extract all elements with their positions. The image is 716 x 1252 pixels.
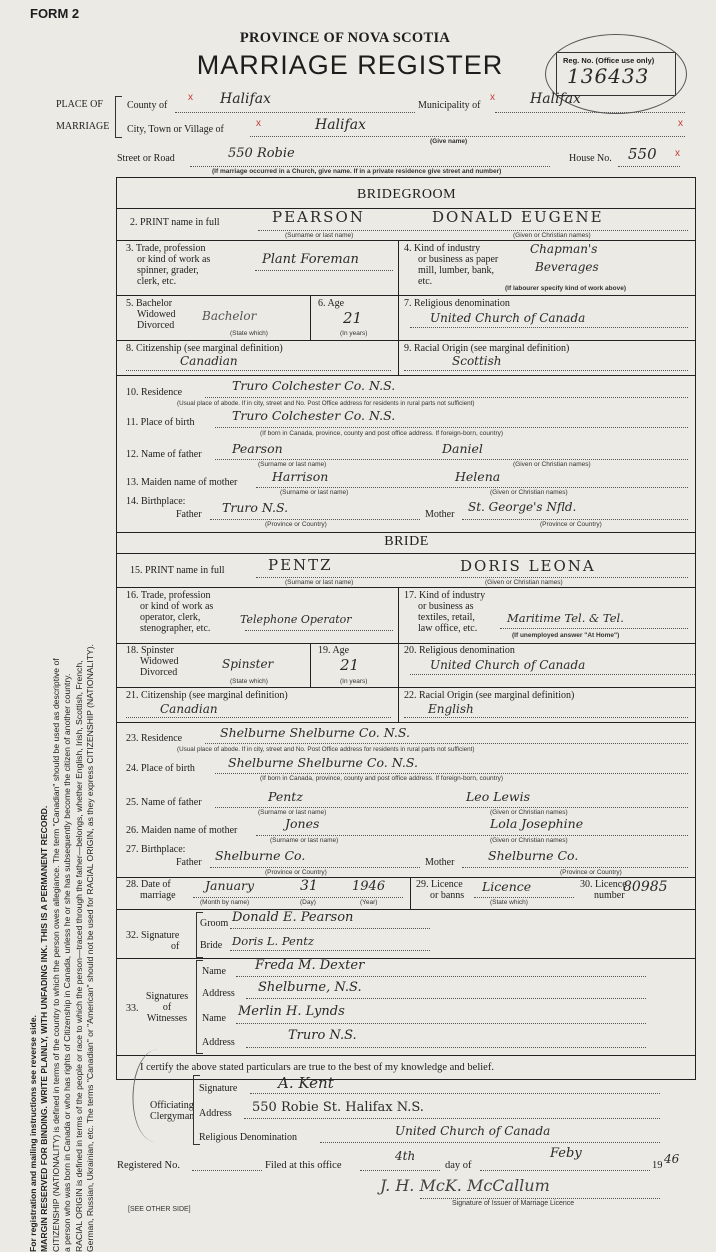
bride-religion-label: 20. Religious denomination bbox=[404, 645, 515, 656]
bride-religion: United Church of Canada bbox=[430, 658, 586, 672]
bride-trade: Telephone Operator bbox=[240, 613, 352, 626]
name-label: Name bbox=[202, 1013, 226, 1024]
groom-father-given: Daniel bbox=[442, 441, 483, 456]
bride-father-birthplace: Shelburne Co. bbox=[215, 848, 306, 863]
filed-day: 4th bbox=[395, 1149, 416, 1163]
house-label: House No. bbox=[569, 153, 612, 164]
clergy-address-label: Address bbox=[199, 1108, 232, 1119]
groom-mother-given: Helena bbox=[455, 469, 501, 484]
groom-religion-label: 7. Religious denomination bbox=[404, 298, 510, 309]
groom-mother-birthplace: St. George's Nfld. bbox=[468, 500, 577, 514]
father-label: Father bbox=[176, 509, 202, 520]
bride-mother-label: 26. Maiden name of mother bbox=[126, 825, 238, 836]
reg-no-label: Reg. No. (Office use only) bbox=[563, 56, 655, 65]
caption-province: (Province or Country) bbox=[540, 521, 602, 528]
caption-year: (Year) bbox=[360, 899, 378, 906]
groom-status-label: 5. Bachelor Widowed Divorced bbox=[126, 298, 176, 331]
marriage-day: 31 bbox=[300, 878, 318, 894]
groom-father-surname: Pearson bbox=[232, 441, 283, 456]
in-years-caption: (In years) bbox=[340, 330, 368, 337]
issuer-signature: J. H. McK. McCallum bbox=[380, 1176, 550, 1195]
bride-age: 21 bbox=[340, 656, 360, 674]
caption-province: (Province or Country) bbox=[265, 869, 327, 876]
city-label: City, Town or Village of bbox=[127, 124, 224, 135]
witness-number: 33. bbox=[126, 1003, 139, 1014]
address-label: Address bbox=[202, 1037, 235, 1048]
place-brace bbox=[115, 96, 122, 138]
street-note: (If marriage occurred in a Church, give name. If in a private residence give street and number) bbox=[212, 168, 502, 175]
margin-line: For registration and mailing instructions see reverse side. bbox=[27, 1015, 38, 1252]
caption-given: (Given or Christian names) bbox=[490, 837, 568, 844]
groom-birthplace-label: 11. Place of birth bbox=[126, 417, 195, 428]
marriage-year: 1946 bbox=[352, 879, 386, 894]
groom-industry-2: Beverages bbox=[535, 260, 599, 274]
bride-surname: PENTZ bbox=[268, 556, 333, 574]
bride-birthplaces-label: 27. Birthplace: bbox=[126, 844, 186, 855]
street-label: Street or Road bbox=[117, 153, 175, 164]
bride-status: Spinster bbox=[222, 657, 274, 671]
form-number: FORM 2 bbox=[30, 6, 80, 21]
caption-province: (Province or Country) bbox=[560, 869, 622, 876]
witness1-name: Freda M. Dexter bbox=[255, 958, 365, 973]
reg-no-value: 136433 bbox=[567, 64, 650, 88]
house-value: 550 bbox=[628, 145, 657, 163]
groom-mother-label: 13. Maiden name of mother bbox=[126, 477, 238, 488]
clergy-signature-label: Signature bbox=[199, 1083, 238, 1094]
father-label: Father bbox=[176, 857, 202, 868]
groom-industry-1: Chapman's bbox=[530, 242, 598, 256]
bride-industry-note: (If unemployed answer "At Home") bbox=[512, 632, 620, 639]
bride-mother-given: Lola Josephine bbox=[490, 816, 584, 831]
page-title: MARRIAGE REGISTER bbox=[196, 50, 504, 80]
caption-given: (Given or Christian names) bbox=[513, 461, 591, 468]
groom-given: DONALD EUGENE bbox=[432, 208, 604, 226]
groom-father-birthplace: Truro N.S. bbox=[222, 500, 289, 515]
address-label: Address bbox=[202, 988, 235, 999]
licence-number: 80985 bbox=[623, 879, 668, 895]
caption-given: (Given or Christian names) bbox=[490, 809, 568, 816]
give-name-caption: (Give name) bbox=[430, 138, 468, 145]
bride-father-given: Leo Lewis bbox=[466, 789, 531, 804]
check-mark: x bbox=[188, 92, 193, 103]
licence-banns-label: 29. Licence or banns bbox=[416, 879, 465, 901]
bride-racial: English bbox=[428, 702, 474, 716]
margin-line: a person who was born in Canada or who has rights of Citizenship in Canada, unless he or she has subsequently become the citizen of another country. bbox=[62, 673, 72, 1252]
clergy-denomination: United Church of Canada bbox=[395, 1124, 551, 1138]
bridegroom-heading: BRIDEGROOM bbox=[356, 187, 457, 202]
groom-age-label: 6. Age bbox=[318, 298, 345, 309]
bride-birthplace-label: 24. Place of birth bbox=[126, 763, 195, 774]
margin-line: CITIZENSHIP (NATIONALITY) is defined in terms of the country to which the person owes allegiance. The term "Canadian" should be used as descriptive of bbox=[50, 658, 61, 1252]
state-which-caption: (State which) bbox=[490, 899, 528, 906]
margin-line: MARGIN RESERVED FOR BINDING. WRITE PLAINLY, WITH UNFADING INK. THIS IS A PERMANENT RECORD. bbox=[39, 805, 50, 1252]
margin-line: German, Russian, Ukrainian, etc. The terms "Canadian" or "American" should not be used for RACIAL ORIGIN, as they express CITIZENSHIP (NATIONALITY). bbox=[84, 644, 95, 1252]
street-value: 550 Robie bbox=[228, 146, 295, 161]
bride-sign-label: Bride bbox=[200, 940, 223, 951]
caption-given: (Given or Christian names) bbox=[485, 579, 563, 586]
residence-note: (Usual place of abode. If in city, street and No. Post Office address for residents in rural parts not sufficient) bbox=[177, 400, 475, 407]
in-years-caption: (In years) bbox=[340, 678, 368, 685]
marriage-date-label: 28. Date of marriage bbox=[126, 879, 176, 901]
groom-racial-label: 9. Racial Origin (see marginal definition) bbox=[404, 343, 570, 354]
groom-age: 21 bbox=[343, 309, 363, 327]
registered-label: Registered No. bbox=[117, 1160, 180, 1171]
caption-surname: (Surname or last name) bbox=[258, 461, 327, 468]
bride-father-surname: Pentz bbox=[268, 789, 303, 804]
certification-text: I certify the above stated particulars are true to the best of my knowledge and belief. bbox=[140, 1062, 494, 1073]
groom-name-label: 2. PRINT name in full bbox=[130, 217, 220, 228]
municipality-value: Halifax bbox=[530, 91, 581, 107]
province-title: PROVINCE OF NOVA SCOTIA bbox=[239, 30, 451, 46]
birthplace-note: (If born in Canada, province, county and post office address. If foreign-born, country) bbox=[260, 430, 504, 437]
marriage-month: January bbox=[205, 878, 255, 893]
county-label: County of bbox=[127, 100, 168, 111]
clergy-signature: A. Kent bbox=[278, 1074, 334, 1092]
state-which-caption: (State which) bbox=[230, 678, 268, 685]
clergy-denomination-label: Religious Denomination bbox=[199, 1132, 298, 1143]
groom-birthplaces-label: 14. Birthplace: bbox=[126, 496, 186, 507]
filed-month: Feby bbox=[550, 1146, 582, 1161]
bride-residence: Shelburne Shelburne Co. N.S. bbox=[220, 725, 410, 740]
city-value: Halifax bbox=[315, 117, 366, 133]
municipality-label: Municipality of bbox=[418, 100, 481, 111]
bride-given: DORIS LEONA bbox=[460, 557, 596, 575]
bride-signature: Doris L. Pentz bbox=[232, 934, 314, 948]
caption-given: (Given or Christian names) bbox=[513, 232, 591, 239]
groom-trade-label: 3. Trade, profession or kind of work as spinner, grader, clerk, etc. bbox=[126, 243, 211, 287]
bride-status-label: 18. Spinster Widowed Divorced bbox=[126, 645, 179, 678]
filed-year: 46 bbox=[664, 1152, 680, 1166]
groom-sign-label: Groom bbox=[200, 918, 229, 929]
groom-mother-surname: Harrison bbox=[272, 469, 329, 484]
groom-citizenship: Canadian bbox=[180, 354, 238, 368]
signature-label: 32. Signature of bbox=[126, 930, 180, 952]
witness2-name: Merlin H. Lynds bbox=[238, 1004, 345, 1019]
mother-label: Mother bbox=[425, 509, 455, 520]
groom-citizenship-label: 8. Citizenship (see marginal definition) bbox=[126, 343, 283, 354]
bride-citizenship-label: 21. Citizenship (see marginal definition) bbox=[126, 690, 288, 701]
groom-signature: Donald E. Pearson bbox=[232, 910, 354, 925]
name-label: Name bbox=[202, 966, 226, 977]
check-mark: x bbox=[256, 118, 261, 129]
bride-name-label: 15. PRINT name in full bbox=[130, 565, 225, 576]
officiating-label: Officiating Clergyman bbox=[150, 1100, 195, 1122]
groom-industry-note: (If labourer specify kind of work above) bbox=[505, 285, 626, 292]
bride-racial-label: 22. Racial Origin (see marginal definition) bbox=[404, 690, 575, 701]
bride-residence-label: 23. Residence bbox=[126, 733, 183, 744]
caption-province: (Province or Country) bbox=[265, 521, 327, 528]
groom-racial: Scottish bbox=[452, 354, 502, 368]
bride-birthplace: Shelburne Shelburne Co. N.S. bbox=[228, 755, 418, 770]
groom-residence: Truro Colchester Co. N.S. bbox=[232, 378, 396, 393]
birthplace-note: (If born in Canada, province, county and post office address. If foreign-born, country) bbox=[260, 775, 504, 782]
caption-surname: (Surname or last name) bbox=[285, 232, 354, 239]
bride-trade-label: 16. Trade, profession or kind of work as operator, clerk, stenographer, etc. bbox=[126, 590, 214, 634]
check-mark: x bbox=[675, 148, 680, 159]
issuer-label: Signature of Issuer of Marriage Licence bbox=[452, 1200, 575, 1207]
bride-father-label: 25. Name of father bbox=[126, 797, 202, 808]
see-other-side: [SEE OTHER SIDE] bbox=[128, 1206, 191, 1213]
check-mark: x bbox=[678, 118, 683, 129]
groom-residence-label: 10. Residence bbox=[126, 387, 183, 398]
groom-religion: United Church of Canada bbox=[430, 311, 586, 325]
groom-trade: Plant Foreman bbox=[262, 252, 359, 267]
place-label-2: MARRIAGE bbox=[56, 121, 110, 132]
place-label-1: PLACE OF bbox=[56, 99, 103, 110]
caption-given: (Given or Christian names) bbox=[490, 489, 568, 496]
margin-line: RACIAL ORIGIN is defined in terms of the people or race to which the person—traced through the father—belongs, whether English, Irish, Scottish, French, bbox=[73, 660, 84, 1252]
bride-heading: BRIDE bbox=[384, 534, 429, 549]
caption-surname: (Surname or last name) bbox=[270, 837, 339, 844]
mother-label: Mother bbox=[425, 857, 455, 868]
bride-industry-label: 17. Kind of industry or business as textiles, retail, law office, etc. bbox=[404, 590, 486, 634]
licence-or-banns: Licence bbox=[482, 879, 532, 894]
witness2-address: Truro N.S. bbox=[288, 1028, 357, 1043]
check-mark: x bbox=[490, 92, 495, 103]
caption-surname: (Surname or last name) bbox=[280, 489, 349, 496]
witness-label: Signatures of Witnesses bbox=[145, 991, 189, 1024]
bride-industry: Maritime Tel. & Tel. bbox=[507, 611, 624, 625]
caption-month: (Month by name) bbox=[200, 899, 250, 906]
caption-surname: (Surname or last name) bbox=[285, 579, 354, 586]
groom-status: Bachelor bbox=[202, 309, 257, 323]
state-which-caption: (State which) bbox=[230, 330, 268, 337]
groom-birthplace: Truro Colchester Co. N.S. bbox=[232, 408, 396, 423]
filed-year-prefix: 19 bbox=[652, 1160, 663, 1171]
caption-day: (Day) bbox=[300, 899, 316, 906]
day-of-label: day of bbox=[445, 1160, 472, 1171]
bride-mother-birthplace: Shelburne Co. bbox=[488, 848, 579, 863]
bride-age-label: 19. Age bbox=[318, 645, 350, 656]
margin-instructions bbox=[28, 92, 96, 1252]
witness1-address: Shelburne, N.S. bbox=[258, 980, 362, 995]
bride-citizenship: Canadian bbox=[160, 702, 218, 716]
licence-number-label: 30. Licence number bbox=[580, 879, 627, 901]
filed-label: Filed at this office bbox=[265, 1160, 342, 1171]
county-value: Halifax bbox=[220, 91, 271, 107]
residence-note: (Usual place of abode. If in city, street and No. Post Office address for residents in rural parts not sufficient) bbox=[177, 746, 475, 753]
clergy-address: 550 Robie St. Halifax N.S. bbox=[252, 1100, 424, 1115]
groom-father-label: 12. Name of father bbox=[126, 449, 202, 460]
bride-mother-surname: Jones bbox=[285, 816, 320, 831]
groom-industry-label: 4. Kind of industry or business as paper mill, lumber, bank, etc. bbox=[404, 243, 499, 287]
groom-surname: PEARSON bbox=[272, 208, 365, 226]
caption-surname: (Surname or last name) bbox=[258, 809, 327, 816]
